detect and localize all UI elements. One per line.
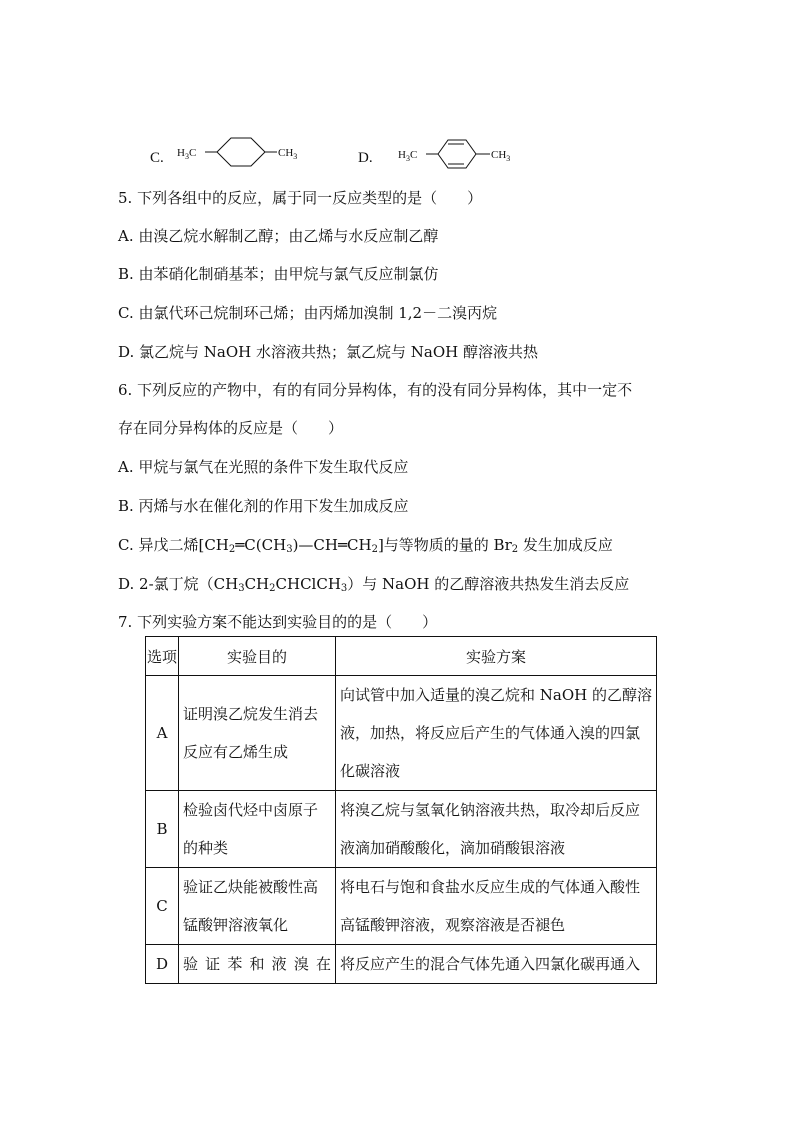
experiment-table	[145, 636, 657, 984]
header-goal: 实验目的	[179, 637, 336, 676]
q5-stem: 5. 下列各组中的反应，属于同一反应类型的是（ ）	[118, 189, 483, 207]
q6-option-a: A. 甲烷与氯气在光照的条件下发生取代反应	[118, 458, 409, 476]
row-key: D	[146, 945, 179, 984]
option-c-label: C.	[150, 150, 164, 166]
option-c-structure	[175, 134, 305, 178]
header-option: 选项	[146, 637, 179, 676]
row-key: B	[146, 791, 179, 868]
q5-option-d: D. 氯乙烷与 NaOH 水溶液共热；氯乙烷与 NaOH 醇溶液共热	[118, 343, 538, 361]
table-row	[146, 676, 657, 791]
row-plan: 向试管中加入适量的溴乙烷和 NaOH 的乙醇溶 液，加热，将反应后产生的气体通入溴的四氯 化碳溶液	[336, 676, 657, 791]
cyclohexane-structure-icon	[175, 134, 305, 174]
table-row	[146, 945, 657, 984]
table-row	[146, 791, 657, 868]
row-goal: 验证苯和液溴在	[179, 945, 336, 984]
q5-option-b: B. 由苯硝化制硝基苯；由甲烷与氯气反应制氯仿	[118, 265, 439, 283]
q6-stem-line1: 6. 下列反应的产物中，有的有同分异构体，有的没有同分异构体，其中一定不	[118, 381, 633, 399]
option-c-right-group: $CH_3$	[278, 147, 298, 161]
q6-option-b: B. 丙烯与水在催化剂的作用下发生加成反应	[118, 497, 409, 515]
table-header-row	[146, 637, 657, 676]
q5-option-a: A. 由溴乙烷水解制乙醇；由乙烯与水反应制乙醇	[118, 227, 439, 245]
row-plan: 将电石与饱和食盐水反应生成的气体通入酸性 高锰酸钾溶液，观察溶液是否褪色	[336, 868, 657, 945]
option-d-left-group: $H_3C$	[398, 149, 418, 163]
q6-stem-line2: 存在同分异构体的反应是（ ）	[118, 419, 344, 437]
row-key: C	[146, 868, 179, 945]
option-d-right-group: $CH_3$	[491, 149, 511, 163]
table-row	[146, 868, 657, 945]
benzene-structure-icon	[396, 134, 526, 174]
q7-stem: 7. 下列实验方案不能达到实验目的的是（ ）	[118, 613, 438, 631]
row-plan: 将反应产生的混合气体先通入四氯化碳再通入	[336, 945, 657, 984]
q6-option-d: D. 2-氯丁烷$(CH_3CH_2CHClCH_3)$与 NaOH 的乙醇溶液共热发生消去反应	[118, 575, 630, 594]
q6-option-c: C. 异戊二烯$[CH_2═C(CH_3)—CH═CH_2]$与等物质的量的 $Br_2$ 发生加成反应	[118, 536, 613, 555]
header-plan: 实验方案	[336, 637, 657, 676]
row-goal: 证明溴乙烷发生消去 反应有乙烯生成	[179, 676, 336, 791]
option-d-label: D.	[358, 150, 373, 166]
row-key: A	[146, 676, 179, 791]
option-d-structure	[396, 134, 526, 178]
row-plan: 将溴乙烷与氢氧化钠溶液共热，取冷却后反应 液滴加硝酸酸化，滴加硝酸银溶液	[336, 791, 657, 868]
option-c-left-group: $H_3C$	[177, 147, 197, 161]
q5-option-c: C. 由氯代环己烷制环己烯；由丙烯加溴制 1,2－二溴丙烷	[118, 304, 498, 322]
row-goal: 检验卤代烃中卤原子 的种类	[179, 791, 336, 868]
row-goal: 验证乙炔能被酸性高 锰酸钾溶液氧化	[179, 868, 336, 945]
